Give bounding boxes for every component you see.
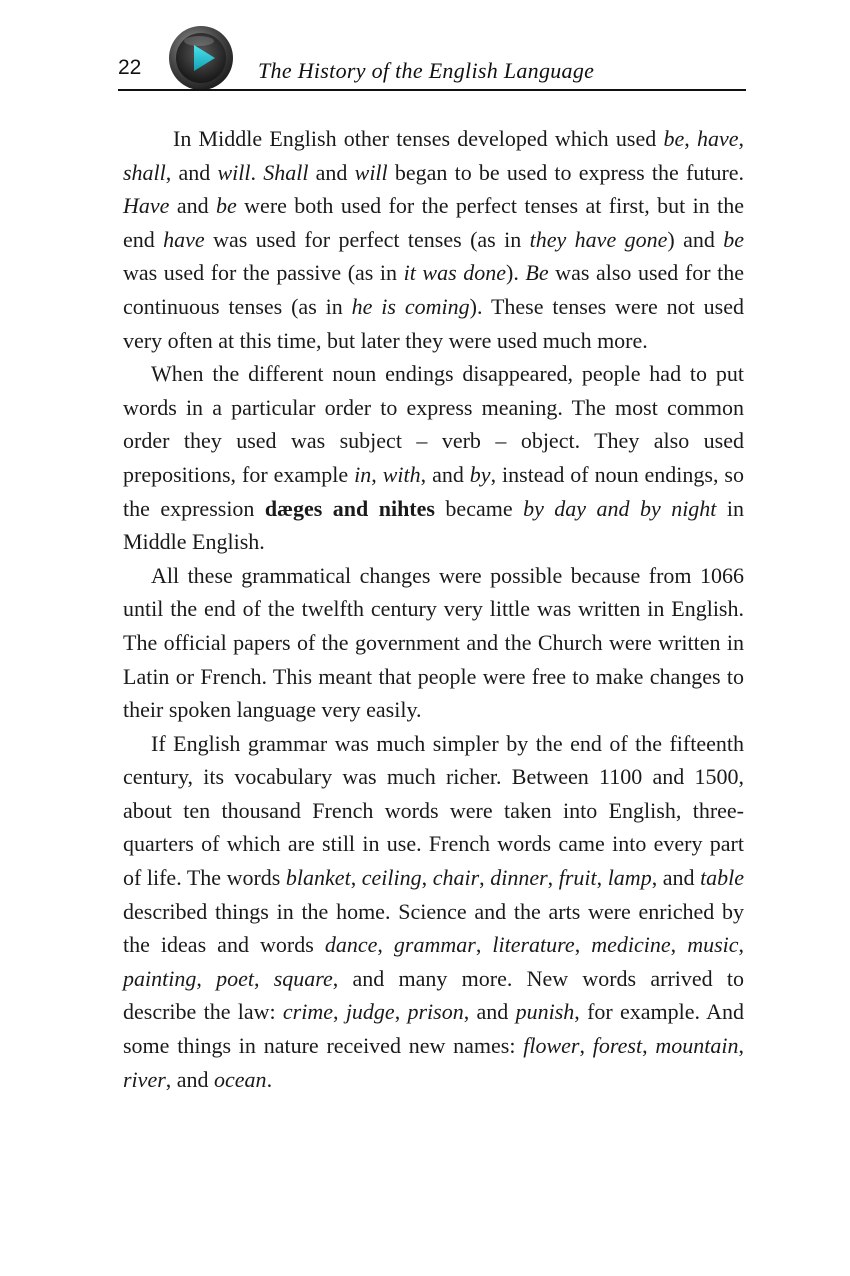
italic-term: literature [492,932,575,958]
italic-term: ceiling [361,865,422,891]
italic-term: shall [123,159,166,185]
paragraph-2: When the different noun endings disappeared, people had to put words in a particular order to express meaning. The most common order they used was subject – verb – object. They also used prepositions, for example in, with, and by, instead of noun endings, so the expression dæges and nihtes became by day and by night in Middle English. [123,361,744,555]
italic-term: by day and by night [523,495,717,521]
italic-term: by [469,461,491,487]
italic-term: punish [515,999,575,1025]
italic-term: dinner [490,865,548,891]
italic-term: they have gone [529,226,668,252]
play-button-icon[interactable] [168,25,234,91]
italic-term: he is coming [351,293,470,319]
italic-term: it was done [403,260,506,286]
italic-term: dance [324,932,378,958]
italic-term: painting [123,965,197,991]
italic-term: table [700,865,745,891]
italic-term: Shall [263,159,309,185]
italic-term: have [163,226,205,252]
body-text [123,122,744,1096]
italic-term: be [663,126,685,151]
header-divider [118,89,746,91]
page-header [0,0,850,100]
italic-term: square [273,965,333,991]
italic-term: Have [123,193,170,219]
page-number: 22 [118,56,142,79]
italic-term: prison [407,999,464,1025]
bold-term: dæges and nihtes [264,495,435,521]
italic-term: in [354,461,372,487]
italic-term: chair [432,865,480,891]
italic-term: blanket [285,865,351,891]
italic-term: will [354,159,388,185]
italic-term: will [217,159,251,185]
italic-term: crime [282,999,334,1025]
italic-term: forest [592,1033,643,1059]
italic-term: poet [216,965,254,991]
italic-term: be [723,226,745,252]
italic-term: fruit [558,865,597,891]
italic-term: mountain [655,1033,739,1059]
italic-term: flower [523,1033,580,1059]
italic-term: have [696,126,739,151]
italic-term: be [216,193,237,219]
paragraph-1: In Middle English other tenses developed which used be, have, shall, and will. Shall and will began to be used to express the future. Have and be were both used for the perfect tenses at first, but in the end have was used for perfect tenses (as in they have gone) and be was used for the passive (as in it was done). Be was also used for the continuous tenses (as in he is coming). These tenses were not used very often at this time, but later they were used much more. [123,126,745,353]
paragraph-4: If English grammar was much simpler by the end of the fifteenth century, its vocabulary was much richer. Between 1100 and 1500, about ten thousand French words were taken into English, three-quarters of which are still in use. French words came into every part of life. The words blanket, ceiling, chair, dinner, fruit, lamp, and table described things in the home. Science and the arts were enriched by the ideas and words dance, grammar, literature, medicine, music, painting, poet, square, and many more. New words arrived to describe the law: crime, judge, prison, and punish, for example. And some things in nature received new names: flower, forest, mountain, river, and ocean. [123,730,745,1092]
italic-term: Be [525,260,549,286]
italic-term: music [687,932,739,958]
paragraph-3: All these grammatical changes were possible because from 1066 until the end of the twelfth century very little was written in English. The official papers of the government and the Church were written in Latin or French. This meant that people were free to make changes to their spoken language very easily. [123,562,744,723]
running-title: The History of the English Language [258,58,595,83]
italic-term: judge [345,999,395,1025]
italic-term: medicine [591,932,671,958]
italic-term: with [382,461,421,487]
italic-term: river [123,1066,166,1092]
italic-term: lamp [607,865,652,891]
italic-term: grammar [393,932,476,958]
italic-term: ocean [214,1066,267,1092]
